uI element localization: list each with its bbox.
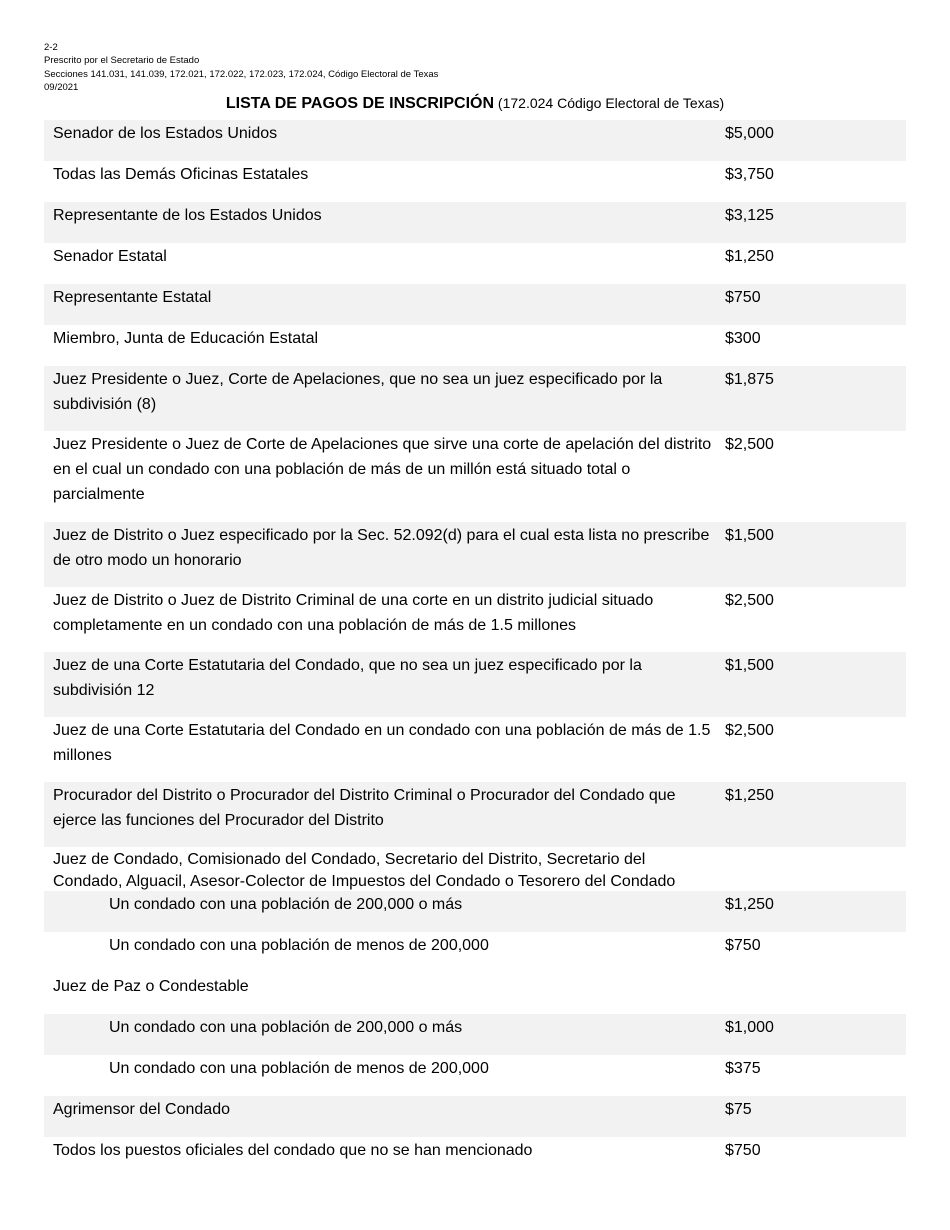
- form-date: 09/2021: [44, 82, 79, 94]
- fee-row: [44, 1055, 906, 1096]
- fee-amount: $1,250: [725, 787, 774, 804]
- title-main: LISTA DE PAGOS DE INSCRIPCIÓN: [225, 95, 495, 112]
- fee-row: [44, 325, 906, 366]
- prescribed-by: Prescrito por el Secretario de Estado: [44, 55, 200, 67]
- office-description: Un condado con una población de 200,000 o más: [109, 1019, 463, 1036]
- fee-row: [44, 431, 906, 522]
- form-header: [44, 41, 438, 95]
- fee-amount: $1,000: [725, 1019, 774, 1036]
- fee-row: [44, 120, 906, 161]
- office-description: Agrimensor del Condado: [53, 1101, 230, 1118]
- fee-amount: $2,500: [725, 436, 774, 453]
- form-number: 2-2: [44, 42, 58, 53]
- fee-row: [44, 284, 906, 325]
- fee-row: [44, 1014, 906, 1055]
- office-description: Un condado con una población de menos de 200,000: [109, 937, 489, 954]
- fee-amount: $1,250: [725, 248, 774, 265]
- fee-amount: $3,750: [725, 166, 774, 183]
- fee-row: [44, 782, 906, 847]
- office-description: Senador Estatal: [53, 248, 167, 265]
- fee-row: [44, 1137, 906, 1178]
- fee-group-heading: [44, 973, 906, 1014]
- office-description: Representante Estatal: [53, 289, 212, 306]
- fee-table: [44, 120, 906, 1178]
- fee-amount: $750: [725, 937, 761, 954]
- fee-row: [44, 161, 906, 202]
- fee-amount: $75: [725, 1101, 752, 1118]
- office-description: Juez Presidente o Juez, Corte de Apelaciones, que no sea un juez especificado por la subdivisión (8): [53, 371, 663, 413]
- fee-row: [44, 717, 906, 782]
- office-description: Juez Presidente o Juez de Corte de Apelaciones que sirve una corte de apelación del distrito en el cual un condado con una población de más de un millón está situado total o parcialmente: [53, 436, 712, 503]
- office-description: Todos los puestos oficiales del condado que no se han mencionado: [53, 1142, 533, 1159]
- fee-row: [44, 891, 906, 932]
- fee-row: [44, 932, 906, 973]
- fee-row: [44, 587, 906, 652]
- fee-row: [44, 243, 906, 284]
- office-description: Juez de una Corte Estatutaria del Condado, que no sea un juez especificado por la subdivisión 12: [53, 657, 642, 699]
- office-description: Procurador del Distrito o Procurador del Distrito Criminal o Procurador del Condado que ejerce las funciones del Procurador del Distrito: [53, 787, 676, 829]
- office-description: Un condado con una población de 200,000 o más: [109, 896, 463, 913]
- fee-row: [44, 522, 906, 587]
- fee-amount: $3,125: [725, 207, 774, 224]
- office-description: Juez de Paz o Condestable: [53, 978, 249, 995]
- office-description: Juez de Condado, Comisionado del Condado, Secretario del Distrito, Secretario del Condado, Alguacil, Asesor-Colector de Impuestos del Condado o Tesorero del Condado: [53, 851, 676, 890]
- fee-amount: $300: [725, 330, 761, 347]
- office-description: Un condado con una población de menos de 200,000: [109, 1060, 489, 1077]
- fee-amount: $750: [725, 1142, 761, 1159]
- fee-amount: $750: [725, 289, 761, 306]
- fee-amount: $1,250: [725, 896, 774, 913]
- fee-row: [44, 366, 906, 431]
- fee-row: [44, 1096, 906, 1137]
- fee-group-heading: [44, 847, 906, 891]
- fee-amount: $5,000: [725, 125, 774, 142]
- office-description: Juez de Distrito o Juez de Distrito Criminal de una corte en un distrito judicial situado completamente en un condado con una población de más de 1.5 millones: [53, 592, 654, 634]
- fee-amount: $2,500: [725, 722, 774, 739]
- document-title: [0, 95, 950, 113]
- office-description: Juez de Distrito o Juez especificado por la Sec. 52.092(d) para el cual esta lista no prescribe de otro modo un honorario: [53, 527, 710, 569]
- fee-row: [44, 652, 906, 717]
- fee-amount: $1,500: [725, 657, 774, 674]
- office-description: Representante de los Estados Unidos: [53, 207, 322, 224]
- fee-amount: $1,500: [725, 527, 774, 544]
- office-description: Todas las Demás Oficinas Estatales: [53, 166, 309, 183]
- legal-sections: Secciones 141.031, 141.039, 172.021, 172.022, 172.023, 172.024, Código Electoral de Texas: [44, 68, 439, 80]
- fee-amount: $2,500: [725, 592, 774, 609]
- fee-amount: $1,875: [725, 371, 774, 388]
- office-description: Senador de los Estados Unidos: [53, 125, 278, 142]
- office-description: Miembro, Junta de Educación Estatal: [53, 330, 319, 347]
- title-citation: (172.024 Código Electoral de Texas): [497, 95, 725, 111]
- fee-row: [44, 202, 906, 243]
- fee-amount: $375: [725, 1060, 761, 1077]
- office-description: Juez de una Corte Estatutaria del Condado en un condado con una población de más de 1.5 millones: [53, 722, 711, 764]
